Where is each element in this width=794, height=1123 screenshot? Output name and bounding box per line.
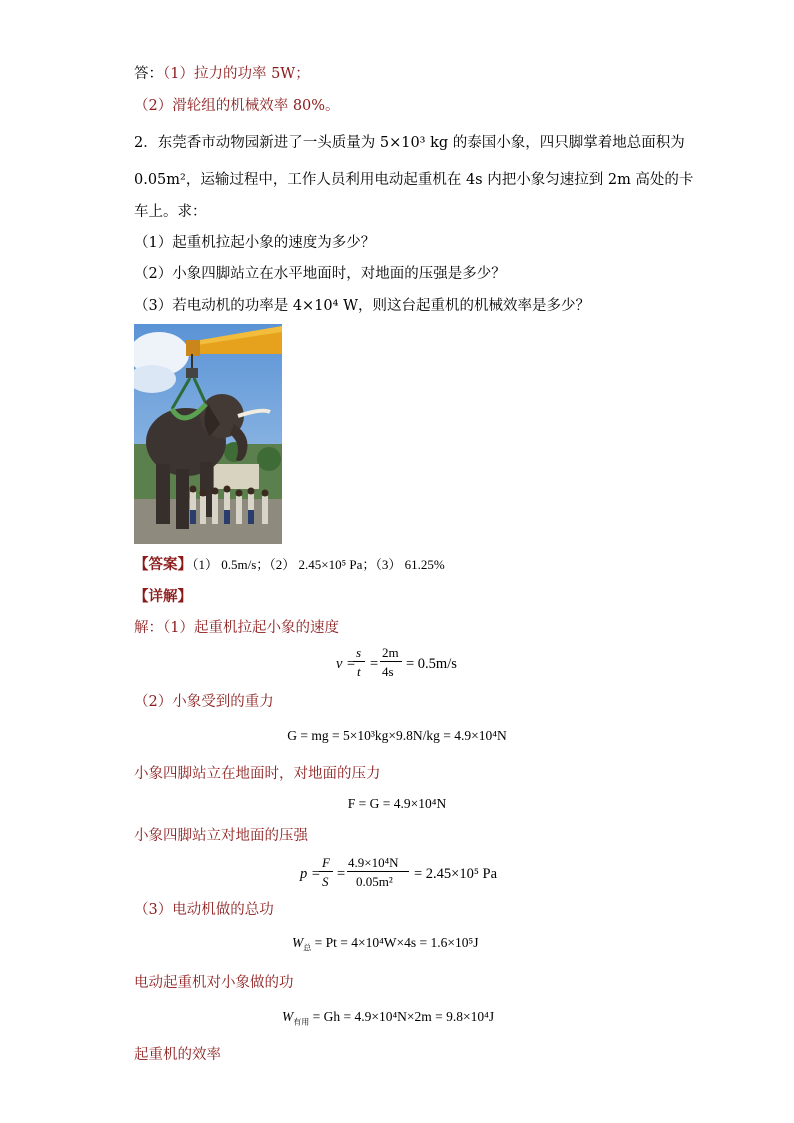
eq1-rhs: = 0.5m/s	[406, 656, 457, 672]
eq4-equals: =	[337, 866, 346, 882]
detail-step-4: 小象四脚站立对地面的压强	[134, 828, 308, 844]
eq1-denominator-t: t	[357, 664, 361, 679]
detail-step-1: 解：（1）起重机拉起小象的速度	[134, 620, 339, 636]
answer-line	[134, 555, 445, 575]
eq4-denominator-S: S	[322, 874, 329, 889]
prev-answer-line-1	[134, 64, 310, 84]
eq4-rhs: = 2.45×10⁵ Pa	[414, 866, 498, 882]
question-line-2: 0.05m²，运输过程中，工作人员利用电动起重机在 4s 内把小象匀速拉到 2m 高处的卡	[134, 172, 694, 188]
answer-prefix: 答：	[134, 66, 163, 82]
eq1-numerator-s: s	[356, 645, 362, 660]
question-text-1: 东莞香市动物园新进了一头质量为 5×10³ kg 的泰国小象，四只脚掌着地总面积为	[157, 135, 685, 151]
answer-tag: 【答案】	[134, 556, 192, 573]
detail-step-7: 起重机的效率	[134, 1047, 221, 1063]
detail-step-2: （2）小象受到的重力	[134, 694, 274, 710]
sub-question-1: （1）起重机拉起小象的速度为多少？	[134, 235, 376, 251]
equation-gravity: G = mg = 5×10³kg×9.8N/kg = 4.9×10⁴N	[287, 728, 507, 743]
question-line-3: 车上。求：	[134, 204, 207, 220]
detail-tag: 【详解】	[134, 588, 192, 605]
prev-answer-power: （1）拉力的功率 5W；	[163, 66, 310, 82]
sub-question-3: （3）若电动机的功率是 4×10⁴ W，则这台起重机的机械效率是多少？	[134, 298, 590, 314]
detail-step-5: （3）电动机做的总功	[134, 902, 274, 918]
eq6-W: W	[282, 1009, 294, 1024]
eq1-equals: =	[370, 656, 379, 672]
eq6-subscript: 有用	[293, 1017, 310, 1027]
eq4-numerator: 4.9×10⁴N	[348, 855, 399, 870]
eq4-denominator: 0.05m²	[356, 874, 393, 889]
elephant-crane-photo	[134, 324, 282, 544]
equation-force: F = G = 4.9×10⁴N	[347, 796, 447, 811]
equation-useful-work	[282, 1007, 494, 1033]
eq1-numerator-2m: 2m	[382, 645, 399, 660]
eq5-subscript: 总	[303, 943, 312, 953]
prev-answer-line-2: （2）滑轮组的机械效率 80%。	[134, 98, 340, 114]
eq4-numerator-F: F	[322, 855, 330, 870]
question-line-1	[134, 133, 685, 153]
eq5-W: W	[292, 935, 304, 950]
eq5-rest: = Pt = 4×10⁴W×4s = 1.6×10⁵J	[314, 935, 479, 950]
eq6-rest: = Gh = 4.9×10⁴N×2m = 9.8×10⁴J	[312, 1009, 495, 1024]
equation-total-work	[292, 933, 478, 959]
detail-step-3: 小象四脚站立在地面时，对地面的压力	[134, 766, 381, 782]
sub-question-2: （2）小象四脚站立在水平地面时，对地面的压强是多少？	[134, 266, 506, 282]
eq4-lhs: p =	[300, 866, 321, 882]
detail-step-6: 电动起重机对小象做的功	[134, 975, 294, 991]
answer-text: （1） 0.5m/s；（2） 2.45×10⁵ Pa；（3） 61.25%	[192, 557, 445, 572]
eq1-denominator-4s: 4s	[382, 664, 394, 679]
question-number: 2．	[134, 135, 158, 151]
eq1-lhs: v =	[336, 656, 356, 672]
